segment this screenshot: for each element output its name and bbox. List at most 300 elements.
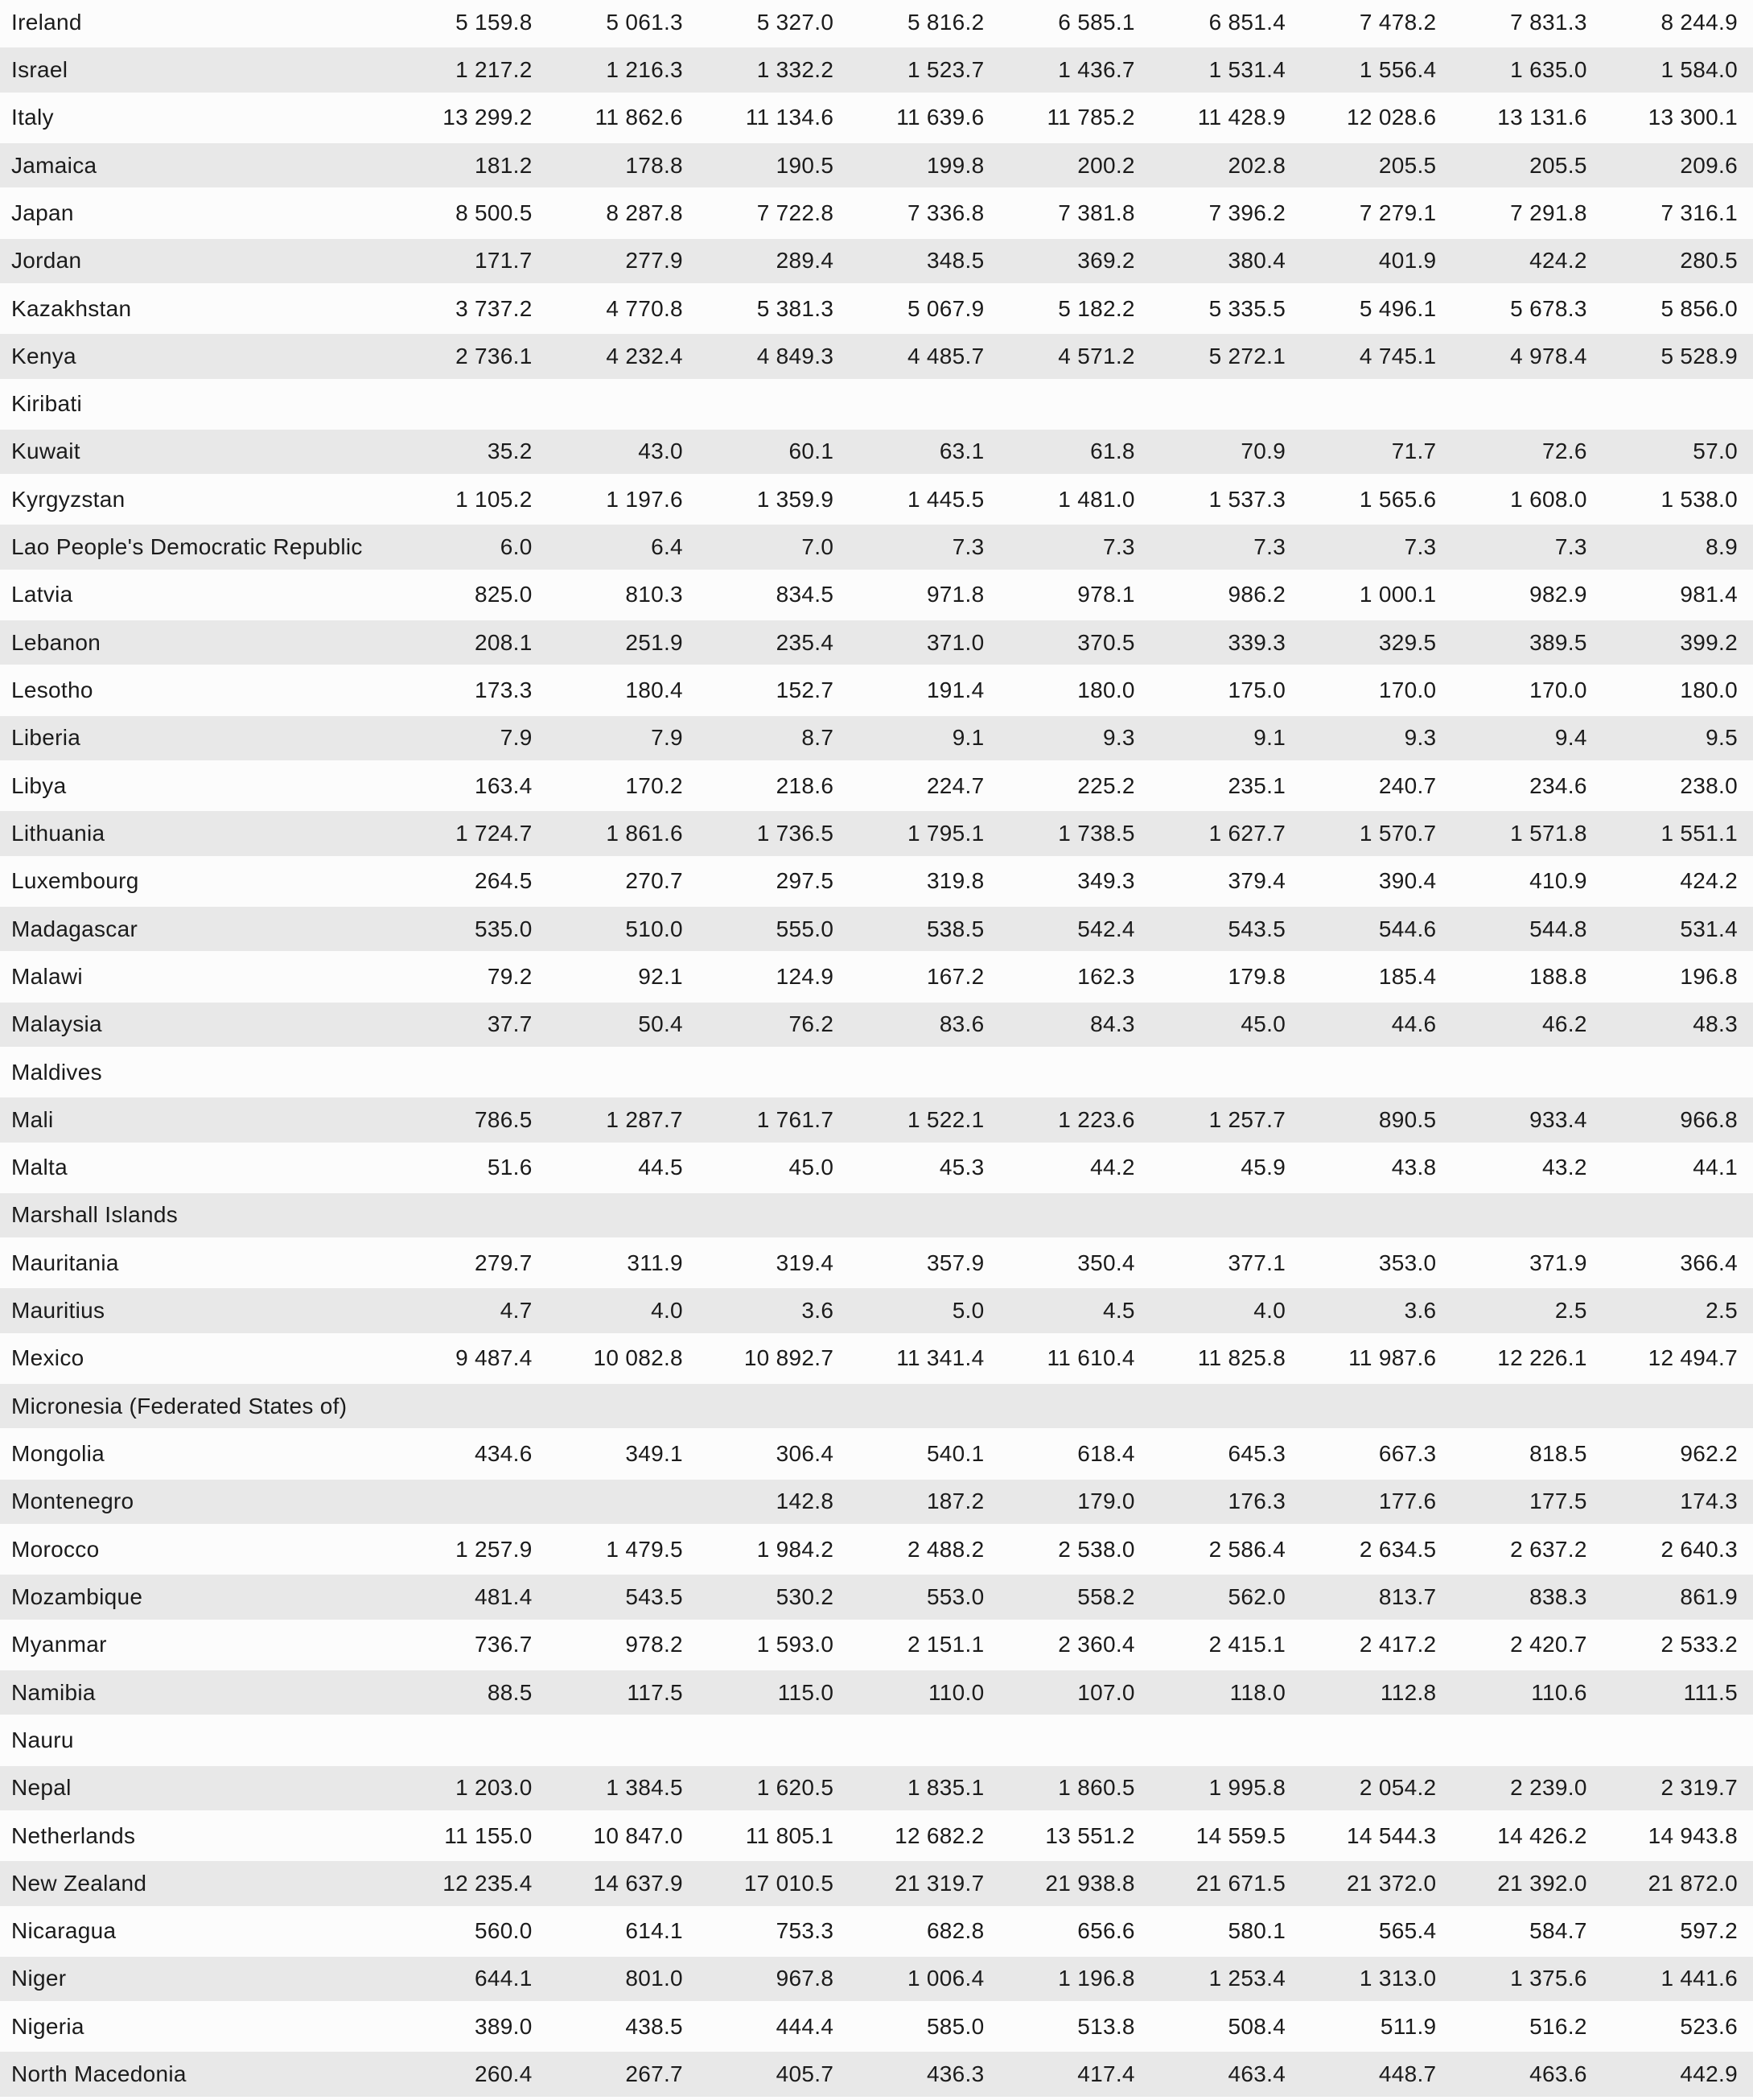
table-row bbox=[0, 1527, 1753, 1575]
country-name-cell: Mauritania bbox=[11, 1250, 119, 1275]
value-cell: 21 319.7 bbox=[895, 1870, 985, 1896]
value-cell: 12 682.2 bbox=[895, 1822, 985, 1848]
value-cell: 177.6 bbox=[1378, 1489, 1437, 1514]
country-name-cell: Liberia bbox=[11, 725, 81, 751]
value-cell: 7.3 bbox=[1554, 534, 1587, 560]
country-name-cell: Madagascar bbox=[11, 916, 138, 941]
value-cell: 235.1 bbox=[1228, 772, 1286, 798]
value-cell: 176.3 bbox=[1228, 1489, 1286, 1514]
value-cell: 553.0 bbox=[926, 1583, 985, 1609]
value-cell: 1 565.6 bbox=[1359, 486, 1437, 512]
value-cell: 181.2 bbox=[475, 152, 533, 178]
table-row bbox=[0, 1288, 1753, 1336]
country-name-cell: Netherlands bbox=[11, 1822, 136, 1848]
value-cell: 1 253.4 bbox=[1208, 1966, 1286, 1991]
value-cell: 21 671.5 bbox=[1195, 1870, 1286, 1896]
table-row bbox=[0, 1384, 1753, 1431]
value-cell: 225.2 bbox=[1077, 772, 1135, 798]
value-cell: 5 182.2 bbox=[1058, 295, 1135, 321]
value-cell: 801.0 bbox=[625, 1966, 683, 1991]
value-cell: 44.6 bbox=[1391, 1011, 1437, 1037]
table-row bbox=[0, 573, 1753, 620]
table-row bbox=[0, 907, 1753, 954]
value-cell: 4 571.2 bbox=[1058, 343, 1135, 369]
value-cell: 11 639.6 bbox=[896, 105, 985, 130]
value-cell: 5 335.5 bbox=[1208, 295, 1286, 321]
value-cell: 306.4 bbox=[776, 1441, 834, 1467]
value-cell: 2 319.7 bbox=[1660, 1775, 1738, 1801]
value-cell: 834.5 bbox=[776, 582, 834, 607]
country-name-cell: Nauru bbox=[11, 1727, 74, 1752]
value-cell: 7 478.2 bbox=[1359, 9, 1437, 35]
value-cell: 110.0 bbox=[928, 1679, 985, 1705]
table-row bbox=[0, 1431, 1753, 1479]
table-row bbox=[0, 668, 1753, 715]
table-row bbox=[0, 1336, 1753, 1384]
value-cell: 1 608.0 bbox=[1510, 486, 1587, 512]
value-cell: 1 359.9 bbox=[756, 486, 834, 512]
value-cell: 142.8 bbox=[776, 1489, 834, 1514]
value-cell: 2.5 bbox=[1706, 1298, 1738, 1324]
table-row bbox=[0, 477, 1753, 525]
table-row bbox=[0, 811, 1753, 859]
value-cell: 5 327.0 bbox=[756, 9, 834, 35]
value-cell: 2 640.3 bbox=[1660, 1536, 1738, 1562]
value-cell: 112.8 bbox=[1380, 1679, 1437, 1705]
value-cell: 2 239.0 bbox=[1510, 1775, 1587, 1801]
value-cell: 838.3 bbox=[1529, 1583, 1587, 1609]
value-cell: 2 420.7 bbox=[1510, 1632, 1587, 1657]
value-cell: 188.8 bbox=[1529, 963, 1587, 989]
country-name-cell: Malawi bbox=[11, 963, 83, 989]
value-cell: 83.6 bbox=[939, 1011, 985, 1037]
value-cell: 2 634.5 bbox=[1359, 1536, 1437, 1562]
value-cell: 2 151.1 bbox=[907, 1632, 985, 1657]
value-cell: 187.2 bbox=[926, 1489, 985, 1514]
value-cell: 12 028.6 bbox=[1347, 105, 1437, 130]
value-cell: 410.9 bbox=[1529, 868, 1587, 894]
value-cell: 369.2 bbox=[1077, 248, 1135, 274]
value-cell: 971.8 bbox=[926, 582, 985, 607]
value-cell: 79.2 bbox=[487, 963, 533, 989]
value-cell: 180.4 bbox=[625, 677, 683, 703]
value-cell: 580.1 bbox=[1228, 1918, 1286, 1944]
value-cell: 377.1 bbox=[1228, 1250, 1286, 1275]
table-row bbox=[0, 1718, 1753, 1765]
value-cell: 562.0 bbox=[1228, 1583, 1286, 1609]
table-row bbox=[0, 1146, 1753, 1193]
value-cell: 44.2 bbox=[1090, 1155, 1135, 1180]
value-cell: 558.2 bbox=[1077, 1583, 1135, 1609]
value-cell: 171.7 bbox=[475, 248, 533, 274]
value-cell: 71.7 bbox=[1391, 439, 1437, 464]
value-cell: 199.8 bbox=[926, 152, 985, 178]
value-cell: 17 010.5 bbox=[743, 1870, 834, 1896]
value-cell: 10 082.8 bbox=[593, 1345, 683, 1371]
value-cell: 170.2 bbox=[625, 772, 683, 798]
value-cell: 7 291.8 bbox=[1510, 200, 1587, 225]
value-cell: 350.4 bbox=[1077, 1250, 1135, 1275]
value-cell: 442.9 bbox=[1680, 2061, 1738, 2087]
value-cell: 8 244.9 bbox=[1660, 9, 1738, 35]
value-cell: 986.2 bbox=[1228, 582, 1286, 607]
country-name-cell: Mozambique bbox=[11, 1583, 143, 1609]
table-row bbox=[0, 954, 1753, 1002]
value-cell: 21 872.0 bbox=[1648, 1870, 1738, 1896]
value-cell: 319.8 bbox=[926, 868, 985, 894]
value-cell: 424.2 bbox=[1529, 248, 1587, 274]
table-row bbox=[0, 0, 1753, 47]
country-name-cell: Lithuania bbox=[11, 820, 105, 846]
value-cell: 11 428.9 bbox=[1197, 105, 1286, 130]
value-cell: 3 737.2 bbox=[455, 295, 533, 321]
table-row bbox=[0, 1623, 1753, 1670]
value-cell: 1 571.8 bbox=[1510, 820, 1587, 846]
value-cell: 523.6 bbox=[1680, 2013, 1738, 2039]
value-cell: 9.1 bbox=[1253, 725, 1286, 751]
country-name-cell: Malaysia bbox=[11, 1011, 102, 1037]
value-cell: 424.2 bbox=[1680, 868, 1738, 894]
value-cell: 544.6 bbox=[1378, 916, 1437, 941]
table-row bbox=[0, 859, 1753, 907]
value-cell: 7 722.8 bbox=[756, 200, 834, 225]
value-cell: 4 978.4 bbox=[1510, 343, 1587, 369]
value-cell: 530.2 bbox=[776, 1583, 834, 1609]
country-name-cell: Lebanon bbox=[11, 629, 101, 655]
value-cell: 289.4 bbox=[776, 248, 834, 274]
value-cell: 542.4 bbox=[1077, 916, 1135, 941]
value-cell: 60.1 bbox=[788, 439, 834, 464]
value-cell: 1 620.5 bbox=[756, 1775, 834, 1801]
value-cell: 962.2 bbox=[1680, 1441, 1738, 1467]
value-cell: 349.3 bbox=[1077, 868, 1135, 894]
value-cell: 1 995.8 bbox=[1208, 1775, 1286, 1801]
value-cell: 1 445.5 bbox=[907, 486, 985, 512]
value-cell: 44.1 bbox=[1693, 1155, 1738, 1180]
value-cell: 978.1 bbox=[1077, 582, 1135, 607]
value-cell: 110.6 bbox=[1531, 1679, 1587, 1705]
value-cell: 200.2 bbox=[1077, 152, 1135, 178]
country-name-cell: Mongolia bbox=[11, 1441, 105, 1467]
value-cell: 11 825.8 bbox=[1197, 1345, 1286, 1371]
table-row bbox=[0, 1766, 1753, 1814]
value-cell: 2.5 bbox=[1554, 1298, 1587, 1324]
value-cell: 43.2 bbox=[1542, 1155, 1587, 1180]
value-cell: 37.7 bbox=[487, 1011, 533, 1037]
value-cell: 264.5 bbox=[475, 868, 533, 894]
value-cell: 436.3 bbox=[926, 2061, 985, 2087]
value-cell: 48.3 bbox=[1693, 1011, 1738, 1037]
value-cell: 46.2 bbox=[1542, 1011, 1587, 1037]
value-cell: 5 496.1 bbox=[1359, 295, 1437, 321]
value-cell: 1 531.4 bbox=[1208, 56, 1286, 82]
value-cell: 235.4 bbox=[776, 629, 834, 655]
value-cell: 682.8 bbox=[926, 1918, 985, 1944]
value-cell: 21 392.0 bbox=[1497, 1870, 1587, 1896]
value-cell: 267.7 bbox=[625, 2061, 683, 2087]
value-cell: 117.5 bbox=[627, 1679, 683, 1705]
value-cell: 511.9 bbox=[1380, 2013, 1437, 2039]
table-row bbox=[0, 430, 1753, 477]
value-cell: 540.1 bbox=[926, 1441, 985, 1467]
value-cell: 1 197.6 bbox=[606, 486, 683, 512]
country-name-cell: Italy bbox=[11, 105, 54, 130]
value-cell: 1 384.5 bbox=[606, 1775, 683, 1801]
value-cell: 2 488.2 bbox=[907, 1536, 985, 1562]
value-cell: 11 785.2 bbox=[1047, 105, 1135, 130]
value-cell: 2 538.0 bbox=[1058, 1536, 1135, 1562]
country-name-cell: Kuwait bbox=[11, 439, 80, 464]
value-cell: 63.1 bbox=[939, 439, 985, 464]
value-cell: 51.6 bbox=[487, 1155, 533, 1180]
country-name-cell: Ireland bbox=[11, 9, 82, 35]
value-cell: 179.8 bbox=[1228, 963, 1286, 989]
value-cell: 516.2 bbox=[1529, 2013, 1587, 2039]
value-cell: 444.4 bbox=[776, 2013, 834, 2039]
value-cell: 70.9 bbox=[1241, 439, 1286, 464]
value-cell: 371.9 bbox=[1529, 1250, 1587, 1275]
value-cell: 13 551.2 bbox=[1045, 1822, 1135, 1848]
value-cell: 311.9 bbox=[627, 1250, 683, 1275]
value-cell: 1 538.0 bbox=[1660, 486, 1738, 512]
value-cell: 124.9 bbox=[776, 963, 834, 989]
value-cell: 205.5 bbox=[1378, 152, 1437, 178]
value-cell: 1 481.0 bbox=[1058, 486, 1135, 512]
value-cell: 1 551.1 bbox=[1660, 820, 1738, 846]
table-row bbox=[0, 1861, 1753, 1909]
value-cell: 163.4 bbox=[475, 772, 533, 798]
value-cell: 1 332.2 bbox=[756, 56, 834, 82]
value-cell: 1 523.7 bbox=[907, 56, 985, 82]
country-name-cell: Mauritius bbox=[11, 1298, 105, 1324]
table-row bbox=[0, 1480, 1753, 1527]
value-cell: 656.6 bbox=[1077, 1918, 1135, 1944]
value-cell: 1 479.5 bbox=[606, 1536, 683, 1562]
country-name-cell: Luxembourg bbox=[11, 868, 139, 894]
value-cell: 208.1 bbox=[475, 629, 533, 655]
country-name-cell: Jamaica bbox=[11, 152, 97, 178]
value-cell: 736.7 bbox=[475, 1632, 533, 1657]
country-name-cell: Nepal bbox=[11, 1775, 72, 1801]
value-cell: 14 943.8 bbox=[1648, 1822, 1738, 1848]
value-cell: 2 415.1 bbox=[1208, 1632, 1286, 1657]
value-cell: 370.5 bbox=[1077, 629, 1135, 655]
value-cell: 4 745.1 bbox=[1359, 343, 1437, 369]
value-cell: 7 381.8 bbox=[1058, 200, 1135, 225]
value-cell: 544.8 bbox=[1529, 916, 1587, 941]
value-cell: 5.0 bbox=[952, 1298, 985, 1324]
value-cell: 6.0 bbox=[500, 534, 533, 560]
value-cell: 438.5 bbox=[625, 2013, 683, 2039]
table-row bbox=[0, 1050, 1753, 1097]
value-cell: 5 816.2 bbox=[907, 9, 985, 35]
value-cell: 1 257.9 bbox=[455, 1536, 533, 1562]
table-row bbox=[0, 1097, 1753, 1145]
country-name-cell: Mali bbox=[11, 1106, 54, 1132]
value-cell: 5 381.3 bbox=[756, 295, 834, 321]
value-cell: 481.4 bbox=[475, 1583, 533, 1609]
value-cell: 118.0 bbox=[1229, 1679, 1286, 1705]
value-cell: 510.0 bbox=[625, 916, 683, 941]
value-cell: 380.4 bbox=[1228, 248, 1286, 274]
value-cell: 6 851.4 bbox=[1208, 9, 1286, 35]
value-cell: 107.0 bbox=[1077, 1679, 1135, 1705]
value-cell: 967.8 bbox=[776, 1966, 834, 1991]
value-cell: 7 336.8 bbox=[907, 200, 985, 225]
value-cell: 43.8 bbox=[1391, 1155, 1437, 1180]
value-cell: 565.4 bbox=[1378, 1918, 1437, 1944]
country-name-cell: Niger bbox=[11, 1966, 67, 1991]
value-cell: 84.3 bbox=[1090, 1011, 1135, 1037]
value-cell: 4.7 bbox=[500, 1298, 533, 1324]
table-row bbox=[0, 1003, 1753, 1050]
value-cell: 280.5 bbox=[1680, 248, 1738, 274]
value-cell: 115.0 bbox=[777, 1679, 834, 1705]
value-cell: 9 487.4 bbox=[455, 1345, 533, 1371]
value-cell: 644.1 bbox=[475, 1966, 533, 1991]
value-cell: 218.6 bbox=[776, 772, 834, 798]
value-cell: 50.4 bbox=[638, 1011, 683, 1037]
value-cell: 88.5 bbox=[487, 1679, 533, 1705]
value-cell: 7 831.3 bbox=[1510, 9, 1587, 35]
value-cell: 861.9 bbox=[1680, 1583, 1738, 1609]
value-cell: 667.3 bbox=[1378, 1441, 1437, 1467]
value-cell: 2 417.2 bbox=[1359, 1632, 1437, 1657]
value-cell: 379.4 bbox=[1228, 868, 1286, 894]
value-cell: 180.0 bbox=[1680, 677, 1738, 703]
value-cell: 1 556.4 bbox=[1359, 56, 1437, 82]
value-cell: 72.6 bbox=[1542, 439, 1587, 464]
table-row bbox=[0, 47, 1753, 95]
value-cell: 7.9 bbox=[500, 725, 533, 751]
value-cell: 7.3 bbox=[1253, 534, 1286, 560]
value-cell: 6 585.1 bbox=[1058, 9, 1135, 35]
value-cell: 43.0 bbox=[638, 439, 683, 464]
value-cell: 11 610.4 bbox=[1047, 1345, 1135, 1371]
value-cell: 14 637.9 bbox=[593, 1870, 683, 1896]
value-cell: 645.3 bbox=[1228, 1441, 1286, 1467]
value-cell: 890.5 bbox=[1378, 1106, 1437, 1132]
value-cell: 14 544.3 bbox=[1347, 1822, 1437, 1848]
value-cell: 389.5 bbox=[1529, 629, 1587, 655]
value-cell: 167.2 bbox=[926, 963, 985, 989]
value-cell: 3.6 bbox=[801, 1298, 834, 1324]
value-cell: 399.2 bbox=[1680, 629, 1738, 655]
value-cell: 11 862.6 bbox=[595, 105, 683, 130]
country-name-cell: Mexico bbox=[11, 1345, 84, 1371]
value-cell: 818.5 bbox=[1529, 1441, 1587, 1467]
value-cell: 966.8 bbox=[1680, 1106, 1738, 1132]
table-row bbox=[0, 1957, 1753, 2004]
value-cell: 434.6 bbox=[475, 1441, 533, 1467]
value-cell: 152.7 bbox=[776, 677, 834, 703]
value-cell: 45.0 bbox=[788, 1155, 834, 1180]
country-name-cell: Namibia bbox=[11, 1679, 96, 1705]
value-cell: 4 770.8 bbox=[606, 295, 683, 321]
value-cell: 8.7 bbox=[801, 725, 834, 751]
value-cell: 538.5 bbox=[926, 916, 985, 941]
value-cell: 4.0 bbox=[1253, 1298, 1286, 1324]
table-row bbox=[0, 764, 1753, 811]
value-cell: 45.3 bbox=[939, 1155, 985, 1180]
value-cell: 1 861.6 bbox=[606, 820, 683, 846]
value-cell: 13 299.2 bbox=[442, 105, 533, 130]
value-cell: 21 938.8 bbox=[1045, 1870, 1135, 1896]
value-cell: 191.4 bbox=[926, 677, 985, 703]
value-cell: 57.0 bbox=[1693, 439, 1738, 464]
country-name-cell: Kiribati bbox=[11, 391, 82, 417]
value-cell: 5 159.8 bbox=[455, 9, 533, 35]
value-cell: 21 372.0 bbox=[1347, 1870, 1437, 1896]
value-cell: 61.8 bbox=[1090, 439, 1135, 464]
value-cell: 240.7 bbox=[1378, 772, 1437, 798]
value-cell: 1 761.7 bbox=[756, 1106, 834, 1132]
value-cell: 190.5 bbox=[776, 152, 834, 178]
value-cell: 297.5 bbox=[776, 868, 834, 894]
value-cell: 7.3 bbox=[1102, 534, 1135, 560]
value-cell: 349.1 bbox=[625, 1441, 683, 1467]
value-cell: 1 257.7 bbox=[1208, 1106, 1286, 1132]
value-cell: 5 272.1 bbox=[1208, 343, 1286, 369]
value-cell: 4 232.4 bbox=[606, 343, 683, 369]
value-cell: 76.2 bbox=[788, 1011, 834, 1037]
country-name-cell: Lao People's Democratic Republic bbox=[11, 534, 363, 560]
table-row bbox=[0, 239, 1753, 286]
value-cell: 353.0 bbox=[1378, 1250, 1437, 1275]
value-cell: 1 738.5 bbox=[1058, 820, 1135, 846]
country-name-cell: Malta bbox=[11, 1155, 68, 1180]
value-cell: 2 736.1 bbox=[455, 343, 533, 369]
value-cell: 753.3 bbox=[776, 1918, 834, 1944]
country-name-cell: Libya bbox=[11, 772, 67, 798]
value-cell: 978.2 bbox=[625, 1632, 683, 1657]
value-cell: 12 226.1 bbox=[1497, 1345, 1587, 1371]
value-cell: 1 105.2 bbox=[455, 486, 533, 512]
value-cell: 371.0 bbox=[926, 629, 985, 655]
country-name-cell: Lesotho bbox=[11, 677, 93, 703]
value-cell: 513.8 bbox=[1077, 2013, 1135, 2039]
value-cell: 786.5 bbox=[475, 1106, 533, 1132]
table-row bbox=[0, 1241, 1753, 1288]
country-name-cell: Latvia bbox=[11, 582, 73, 607]
value-cell: 1 522.1 bbox=[907, 1106, 985, 1132]
value-cell: 279.7 bbox=[475, 1250, 533, 1275]
value-cell: 5 528.9 bbox=[1660, 343, 1738, 369]
value-cell: 251.9 bbox=[625, 629, 683, 655]
value-cell: 366.4 bbox=[1680, 1250, 1738, 1275]
table-row bbox=[0, 1575, 1753, 1622]
value-cell: 205.5 bbox=[1529, 152, 1587, 178]
value-cell: 810.3 bbox=[625, 582, 683, 607]
value-cell: 234.6 bbox=[1529, 772, 1587, 798]
value-cell: 2 586.4 bbox=[1208, 1536, 1286, 1562]
country-name-cell: Nicaragua bbox=[11, 1918, 117, 1944]
table-row bbox=[0, 1670, 1753, 1718]
value-cell: 405.7 bbox=[776, 2061, 834, 2087]
value-cell: 4 485.7 bbox=[907, 343, 985, 369]
value-cell: 825.0 bbox=[475, 582, 533, 607]
value-cell: 4.0 bbox=[651, 1298, 683, 1324]
value-cell: 7.3 bbox=[952, 534, 985, 560]
value-cell: 9.3 bbox=[1404, 725, 1437, 751]
country-name-cell: Marshall Islands bbox=[11, 1202, 179, 1228]
value-cell: 1 860.5 bbox=[1058, 1775, 1135, 1801]
value-cell: 180.0 bbox=[1077, 677, 1135, 703]
value-cell: 1 984.2 bbox=[756, 1536, 834, 1562]
value-cell: 1 635.0 bbox=[1510, 56, 1587, 82]
value-cell: 1 441.6 bbox=[1660, 1966, 1738, 1991]
value-cell: 14 426.2 bbox=[1497, 1822, 1587, 1848]
